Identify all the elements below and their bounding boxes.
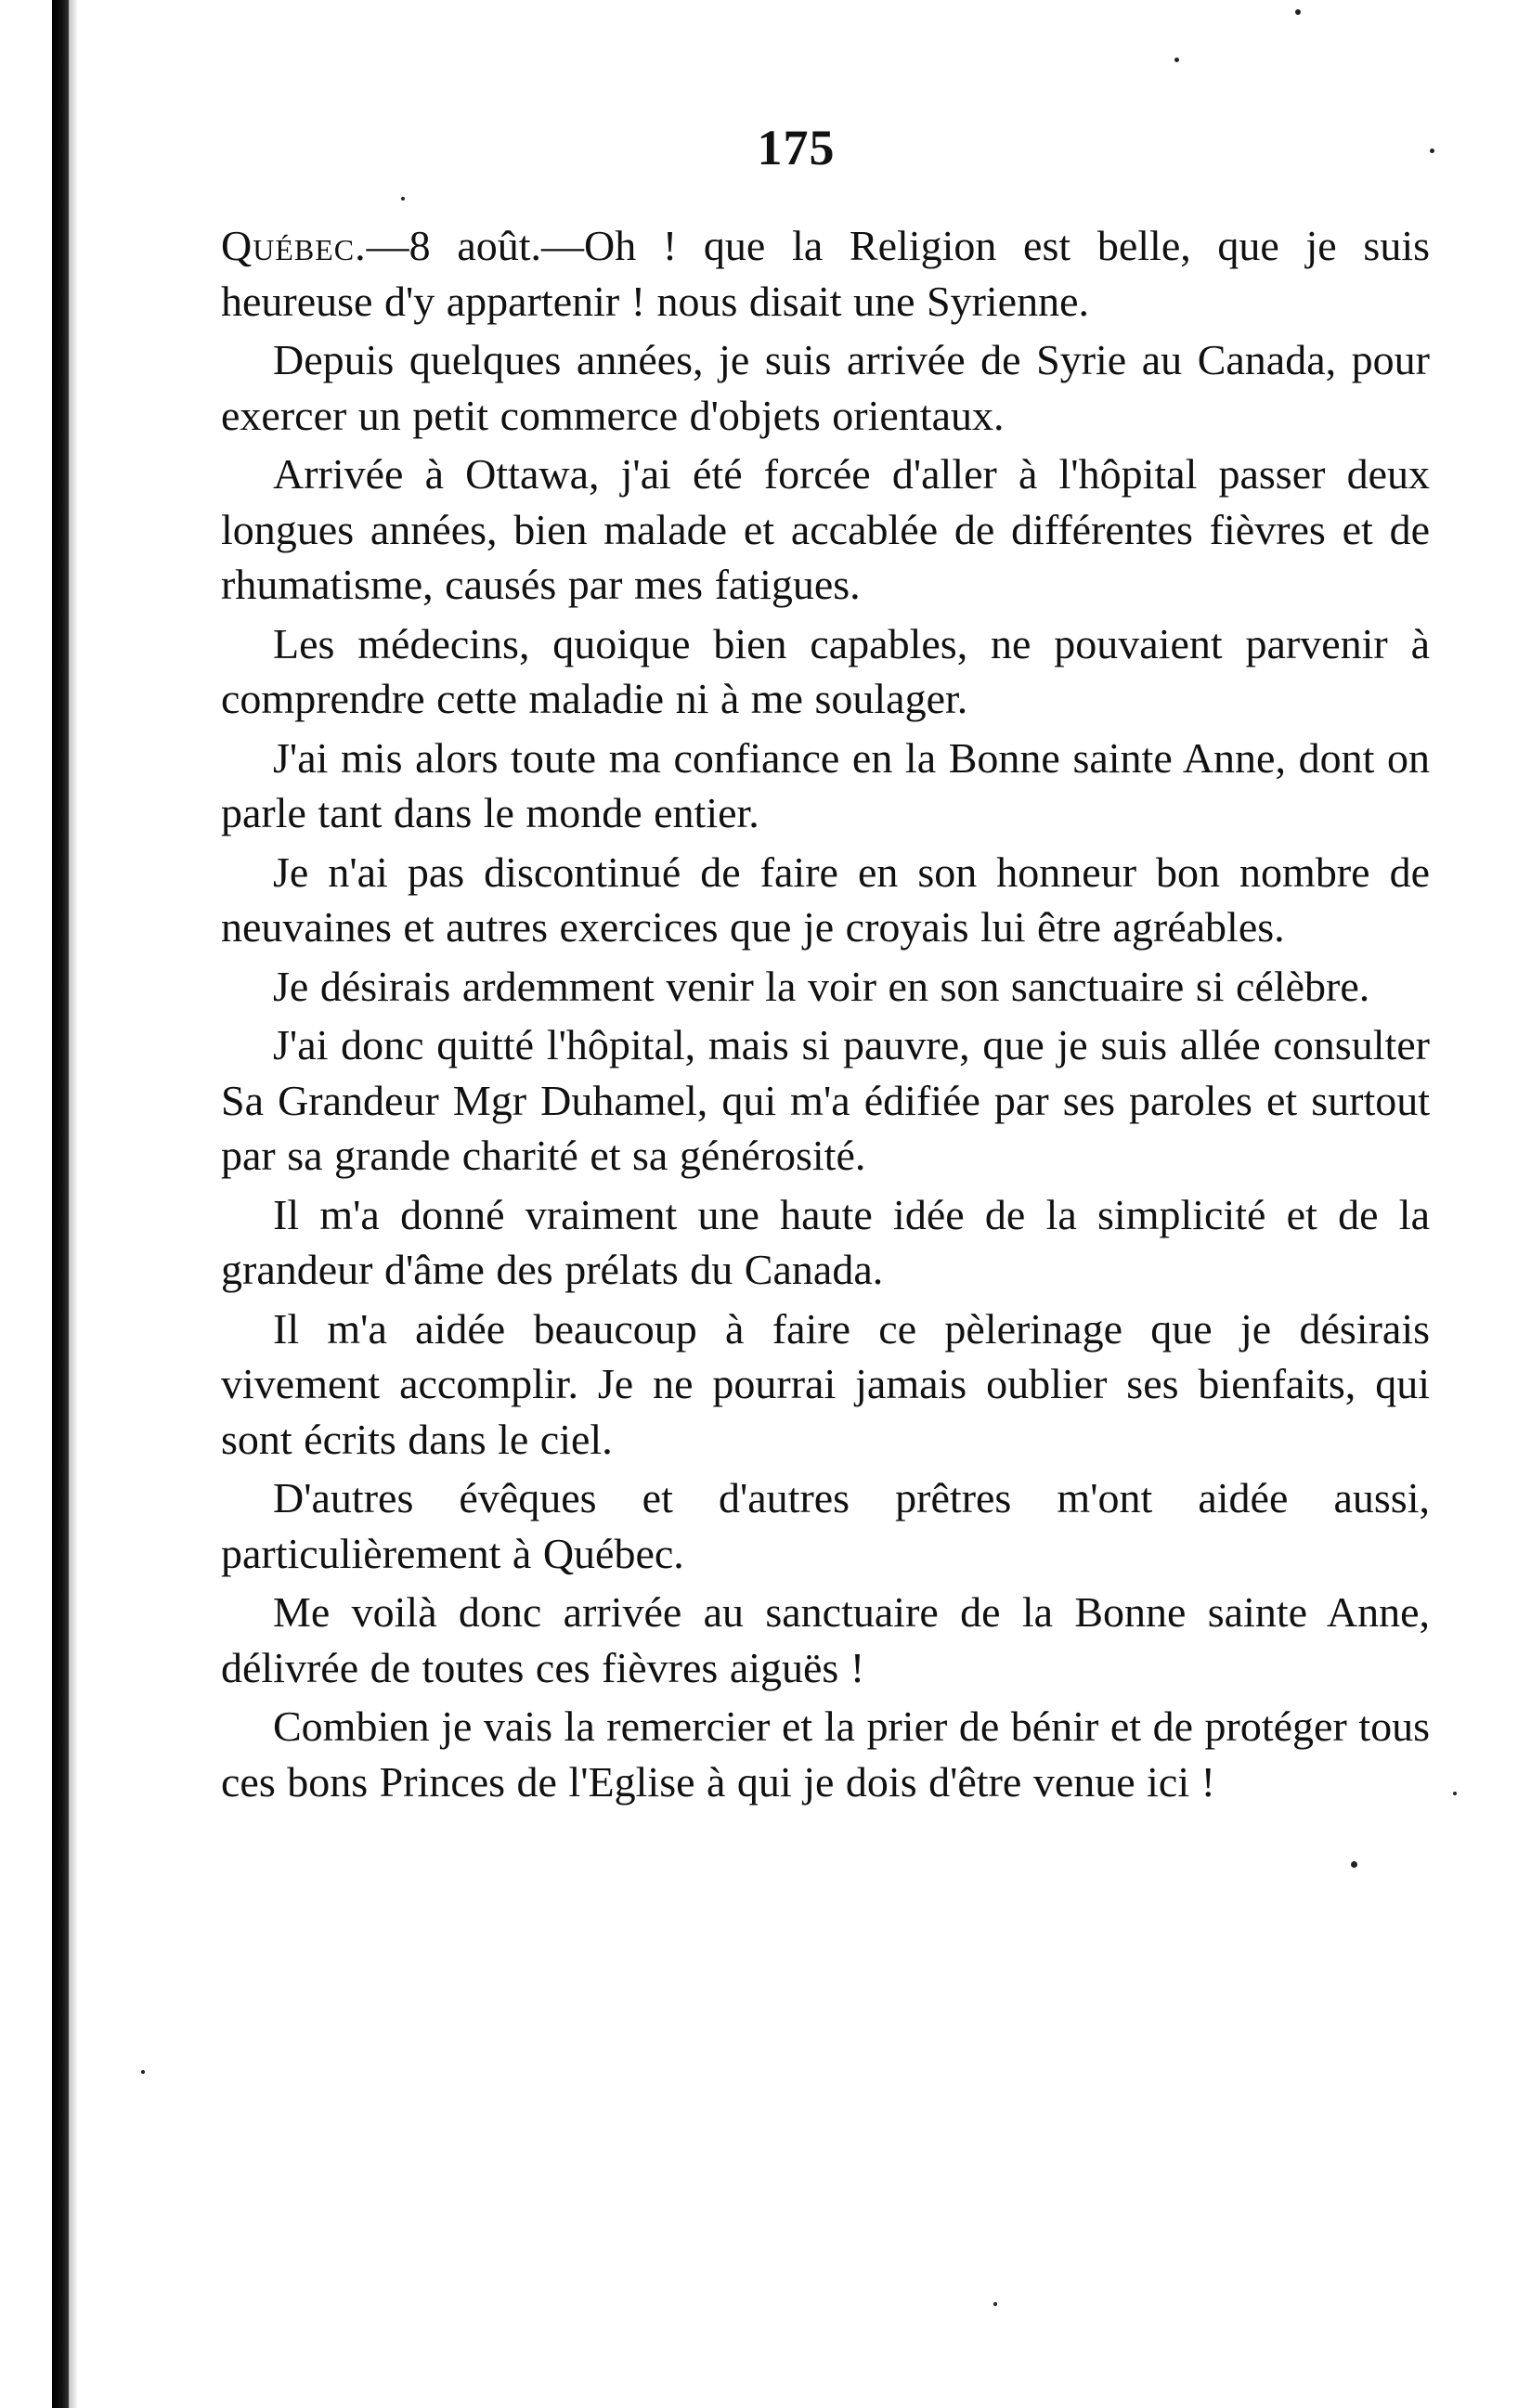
paragraph-13: Combien je vais la remercier et la prier de bénir et de protéger tous ces bons Princes de l'Eglise à qui je dois d'être venue ici ! xyxy=(221,1702,1430,1806)
scan-speck xyxy=(1430,149,1434,153)
scan-speck xyxy=(1453,1792,1457,1795)
paragraph-6: Je n'ai pas discontinué de faire en son honneur bon nombre de neuvaines et autres exercices que je croyais lui être agréables. xyxy=(221,848,1430,951)
paragraph-5: J'ai mis alors toute ma confiance en la Bonne sainte Anne, dont on parle tant dans le monde entier. xyxy=(221,733,1430,836)
scan-speck xyxy=(1351,1861,1357,1868)
scan-speck xyxy=(993,2302,997,2306)
paragraph-7: Je désirais ardemment venir la voir en son sanctuaire si célèbre. xyxy=(273,962,1370,1010)
page-number: 175 xyxy=(757,120,836,175)
body-text xyxy=(221,218,1430,1813)
paragraph-1-text: —8 août.—Oh ! que la Religion est belle, que je suis heureuse d'y appartenir ! nous disait une Syrienne. xyxy=(221,222,1430,325)
paragraph-9: Il m'a donné vraiment une haute idée de la simplicité et de la grandeur d'âme des prélats du Canada. xyxy=(221,1190,1430,1293)
paragraph-1 xyxy=(221,218,1430,329)
paragraph-3: Arrivée à Ottawa, j'ai été forcée d'aller à l'hôpital passer deux longues années, bien malade et accablée de différentes fièvres et de rhumatisme, causés par mes fatigues. xyxy=(221,450,1430,608)
paragraph-12: Me voilà donc arrivée au sanctuaire de la Bonne sainte Anne, délivrée de toutes ces fièvres aiguës ! xyxy=(221,1588,1430,1691)
scan-speck xyxy=(401,197,405,201)
paragraph-8: J'ai donc quitté l'hôpital, mais si pauvre, que je suis allée consulter Sa Grandeur Mgr Duhamel, qui m'a édifiée par ses paroles et surtout par sa grande charité et sa générosité. xyxy=(221,1021,1430,1179)
paragraph-10: Il m'a aidée beaucoup à faire ce pèlerinage que je désirais vivement accomplir. Je ne pourrai jamais oublier ses bienfaits, qui sont écrits dans le ciel. xyxy=(221,1304,1430,1463)
scan-speck xyxy=(1295,9,1301,15)
paragraph-2: Depuis quelques années, je suis arrivée de Syrie au Canada, pour exercer un petit commerce d'objets orientaux. xyxy=(221,336,1430,439)
place-heading: Québec. xyxy=(221,222,367,269)
binding-edge xyxy=(52,0,69,2408)
scan-speck xyxy=(141,2070,145,2074)
scan-speck xyxy=(1174,58,1179,62)
binding-shadow xyxy=(69,0,78,2408)
paragraph-4: Les médecins, quoique bien capables, ne pouvaient parvenir à comprendre cette maladie ni à me soulager. xyxy=(221,619,1430,722)
paragraph-11: D'autres évêques et d'autres prêtres m'ont aidée aussi, particulièrement à Québec. xyxy=(221,1474,1430,1577)
